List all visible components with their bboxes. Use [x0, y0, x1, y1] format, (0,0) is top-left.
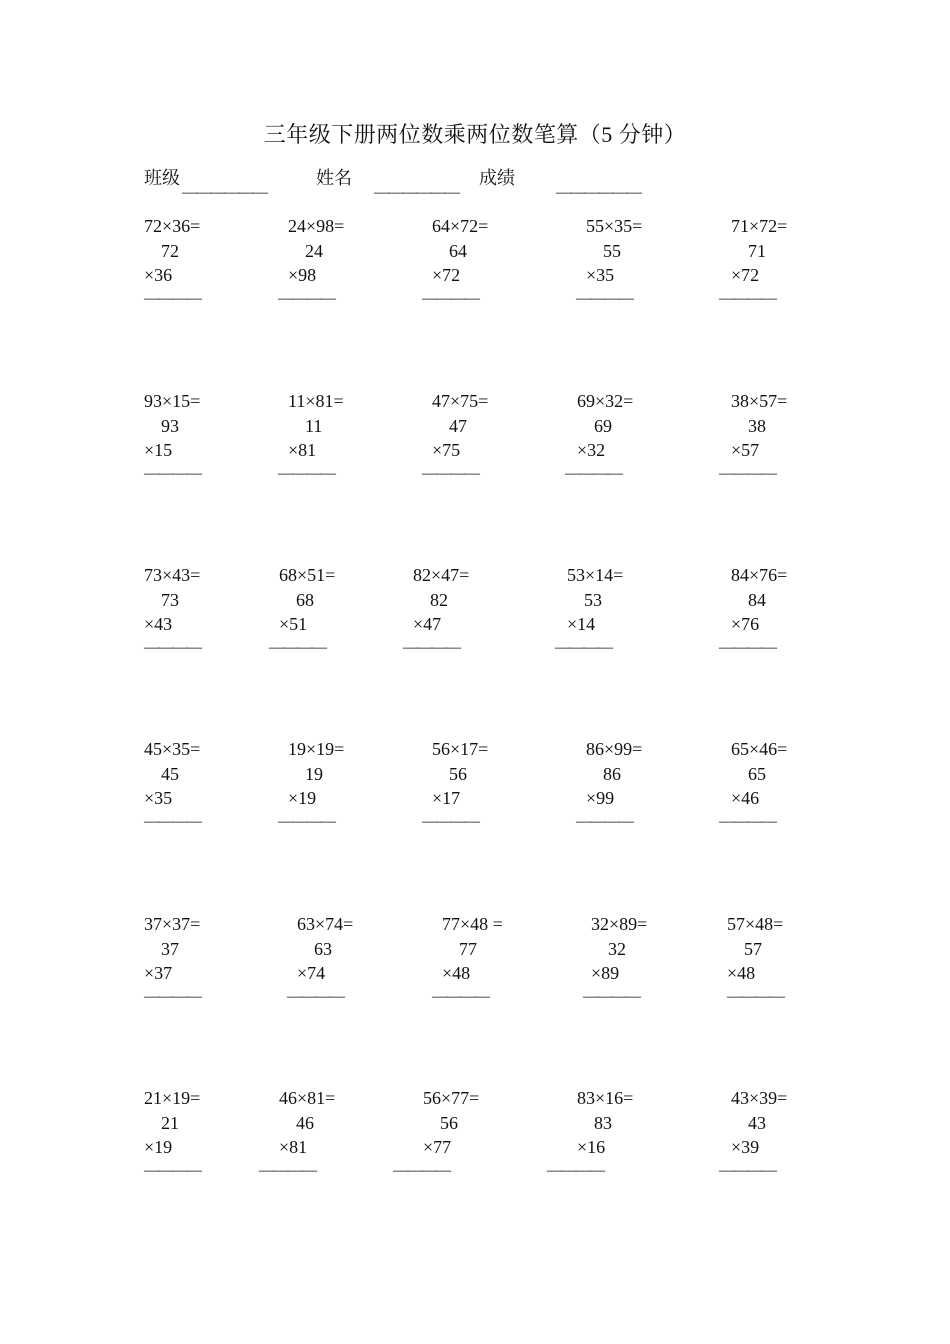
problem-1-3	[422, 214, 489, 310]
problem-4-1	[144, 737, 200, 833]
problem-equation: 64×72=	[432, 216, 489, 236]
answer-line[interactable]: ————	[144, 812, 200, 830]
problem-multiplier: ×16	[577, 1137, 606, 1158]
problem-multiplicand: 56	[440, 1112, 458, 1133]
answer-line[interactable]: ————	[259, 1161, 315, 1179]
problem-equation: 63×74=	[297, 914, 354, 934]
problem-multiplier: ×77	[423, 1137, 452, 1158]
problem-2-1	[144, 389, 200, 485]
problem-multiplicand: 68	[296, 589, 314, 610]
problem-equation: 72×36=	[144, 216, 201, 236]
problem-multiplier: ×32	[577, 440, 606, 461]
problem-multiplicand: 32	[608, 938, 626, 959]
problem-2-4	[565, 389, 634, 485]
problem-multiplicand: 72	[161, 240, 179, 261]
answer-line[interactable]: ————	[565, 464, 621, 482]
answer-line[interactable]: ————	[144, 464, 200, 482]
answer-line[interactable]: ————	[287, 987, 343, 1005]
problem-4-4	[576, 737, 643, 833]
problem-multiplicand: 56	[449, 763, 467, 784]
answer-line[interactable]: ————	[555, 638, 611, 656]
problem-multiplicand: 37	[161, 938, 179, 959]
answer-line[interactable]: ————	[144, 289, 200, 307]
answer-line[interactable]: ————	[144, 1161, 200, 1179]
answer-line[interactable]: ————	[576, 812, 632, 830]
problem-multiplicand: 47	[449, 415, 467, 436]
problem-2-2	[278, 389, 344, 485]
problem-multiplier: ×37	[144, 963, 173, 984]
problem-multiplicand: 86	[603, 763, 621, 784]
answer-line[interactable]: ————	[719, 812, 775, 830]
problem-multiplier: ×75	[432, 440, 461, 461]
problem-equation: 69×32=	[577, 391, 634, 411]
problem-equation: 57×48=	[727, 914, 784, 934]
answer-line[interactable]: ————	[719, 638, 775, 656]
problem-3-4	[555, 563, 624, 659]
problem-multiplicand: 64	[449, 240, 467, 261]
problem-multiplicand: 57	[744, 938, 762, 959]
answer-line[interactable]: ————	[422, 464, 478, 482]
problem-multiplier: ×14	[567, 614, 596, 635]
problem-multiplicand: 63	[314, 938, 332, 959]
problem-multiplier: ×57	[731, 440, 760, 461]
answer-line[interactable]: ————	[422, 812, 478, 830]
problem-multiplicand: 82	[430, 589, 448, 610]
answer-line[interactable]: ————	[583, 987, 639, 1005]
answer-line[interactable]: ————	[719, 289, 775, 307]
answer-line[interactable]: ————	[403, 638, 459, 656]
problem-equation: 43×39=	[731, 1088, 788, 1108]
problem-multiplicand: 21	[161, 1112, 179, 1133]
problem-equation: 86×99=	[586, 739, 643, 759]
problem-equation: 68×51=	[279, 565, 336, 585]
score-blank[interactable]: ——————	[556, 184, 640, 201]
problem-equation: 19×19=	[288, 739, 345, 759]
problem-equation: 24×98=	[288, 216, 345, 236]
problem-5-5	[727, 912, 783, 1008]
problem-multiplicand: 93	[161, 415, 179, 436]
problem-equation: 37×37=	[144, 914, 201, 934]
problem-6-2	[259, 1086, 336, 1182]
problem-multiplier: ×17	[432, 788, 461, 809]
problem-multiplier: ×47	[413, 614, 442, 635]
problem-multiplicand: 53	[584, 589, 602, 610]
answer-line[interactable]: ————	[144, 638, 200, 656]
answer-line[interactable]: ————	[278, 289, 334, 307]
problem-6-5	[719, 1086, 788, 1182]
problem-multiplicand: 69	[594, 415, 612, 436]
problem-multiplier: ×51	[279, 614, 308, 635]
problem-1-4	[576, 214, 643, 310]
problem-equation: 84×76=	[731, 565, 788, 585]
problem-6-3	[393, 1086, 480, 1182]
problem-5-2	[287, 912, 354, 1008]
problem-4-2	[278, 737, 345, 833]
problem-multiplier: ×74	[297, 963, 326, 984]
class-label: 班级	[144, 168, 180, 188]
problem-multiplier: ×43	[144, 614, 173, 635]
problem-equation: 45×35=	[144, 739, 201, 759]
problem-multiplier: ×15	[144, 440, 173, 461]
problem-6-1	[144, 1086, 200, 1182]
problem-multiplicand: 73	[161, 589, 179, 610]
problem-multiplicand: 19	[305, 763, 323, 784]
problem-multiplier: ×89	[591, 963, 620, 984]
problem-equation: 73×43=	[144, 565, 201, 585]
problem-multiplicand: 65	[748, 763, 766, 784]
answer-line[interactable]: ————	[719, 1161, 775, 1179]
problem-multiplier: ×81	[279, 1137, 308, 1158]
answer-line[interactable]: ————	[393, 1161, 449, 1179]
problem-multiplier: ×35	[586, 265, 615, 286]
problem-multiplier: ×99	[586, 788, 615, 809]
answer-line[interactable]: ————	[422, 289, 478, 307]
answer-line[interactable]: ————	[432, 987, 488, 1005]
problem-3-1	[144, 563, 200, 659]
score-label: 成绩	[479, 168, 515, 188]
problem-multiplier: ×81	[288, 440, 317, 461]
page-title: 三年级下册两位数乘两位数笔算（5 分钟）	[263, 122, 687, 147]
problem-multiplier: ×19	[288, 788, 317, 809]
problem-multiplicand: 71	[748, 240, 766, 261]
problem-multiplicand: 84	[748, 589, 766, 610]
problem-multiplier: ×35	[144, 788, 173, 809]
problem-2-5	[719, 389, 788, 485]
problem-multiplicand: 24	[305, 240, 323, 261]
problem-equation: 65×46=	[731, 739, 788, 759]
problem-multiplicand: 45	[161, 763, 179, 784]
problem-multiplier: ×72	[731, 265, 760, 286]
problem-multiplier: ×36	[144, 265, 173, 286]
problem-equation: 53×14=	[567, 565, 624, 585]
problem-equation: 46×81=	[279, 1088, 336, 1108]
problem-5-4	[583, 912, 648, 1008]
name-label: 姓名	[316, 168, 352, 188]
problem-equation: 21×19=	[144, 1088, 201, 1108]
problem-multiplier: ×19	[144, 1137, 173, 1158]
problem-multiplier: ×76	[731, 614, 760, 635]
problem-equation: 47×75=	[432, 391, 489, 411]
problem-equation: 56×77=	[423, 1088, 480, 1108]
answer-line[interactable]: ————	[727, 987, 783, 1005]
problem-6-4	[547, 1086, 634, 1182]
problem-equation: 38×57=	[731, 391, 788, 411]
problem-equation: 11×81=	[288, 391, 344, 411]
problem-multiplicand: 55	[603, 240, 621, 261]
problem-multiplicand: 43	[748, 1112, 766, 1133]
problem-1-1	[144, 214, 200, 310]
problem-equation: 32×89=	[591, 914, 648, 934]
class-blank[interactable]: ——————	[182, 184, 266, 201]
problem-equation: 93×15=	[144, 391, 201, 411]
problem-equation: 71×72=	[731, 216, 788, 236]
problem-equation: 83×16=	[577, 1088, 634, 1108]
problem-multiplicand: 46	[296, 1112, 314, 1133]
problem-5-3	[432, 912, 503, 1008]
name-blank[interactable]: ——————	[374, 184, 458, 201]
problem-3-3	[403, 563, 470, 659]
answer-line[interactable]: ————	[278, 464, 334, 482]
problem-multiplicand: 38	[748, 415, 766, 436]
problem-1-2	[278, 214, 345, 310]
problem-5-1	[144, 912, 200, 1008]
problem-equation: 56×17=	[432, 739, 489, 759]
problem-multiplier: ×72	[432, 265, 461, 286]
problem-multiplier: ×98	[288, 265, 317, 286]
answer-line[interactable]: ————	[269, 638, 325, 656]
problem-1-5	[719, 214, 788, 310]
problem-4-3	[422, 737, 489, 833]
answer-line[interactable]: ————	[547, 1161, 603, 1179]
answer-line[interactable]: ————	[278, 812, 334, 830]
problem-multiplier: ×46	[731, 788, 760, 809]
problem-2-3	[422, 389, 489, 485]
problem-multiplicand: 77	[459, 938, 477, 959]
problem-equation: 82×47=	[413, 565, 470, 585]
problem-multiplicand: 83	[594, 1112, 612, 1133]
problem-multiplier: ×48	[727, 963, 756, 984]
answer-line[interactable]: ————	[719, 464, 775, 482]
answer-line[interactable]: ————	[144, 987, 200, 1005]
problem-3-2	[269, 563, 336, 659]
problem-4-5	[719, 737, 788, 833]
problem-equation: 77×48 =	[442, 914, 503, 934]
problem-multiplier: ×39	[731, 1137, 760, 1158]
problem-equation: 55×35=	[586, 216, 643, 236]
problem-multiplicand: 11	[305, 415, 323, 436]
answer-line[interactable]: ————	[576, 289, 632, 307]
problem-3-5	[719, 563, 788, 659]
problem-multiplier: ×48	[442, 963, 471, 984]
